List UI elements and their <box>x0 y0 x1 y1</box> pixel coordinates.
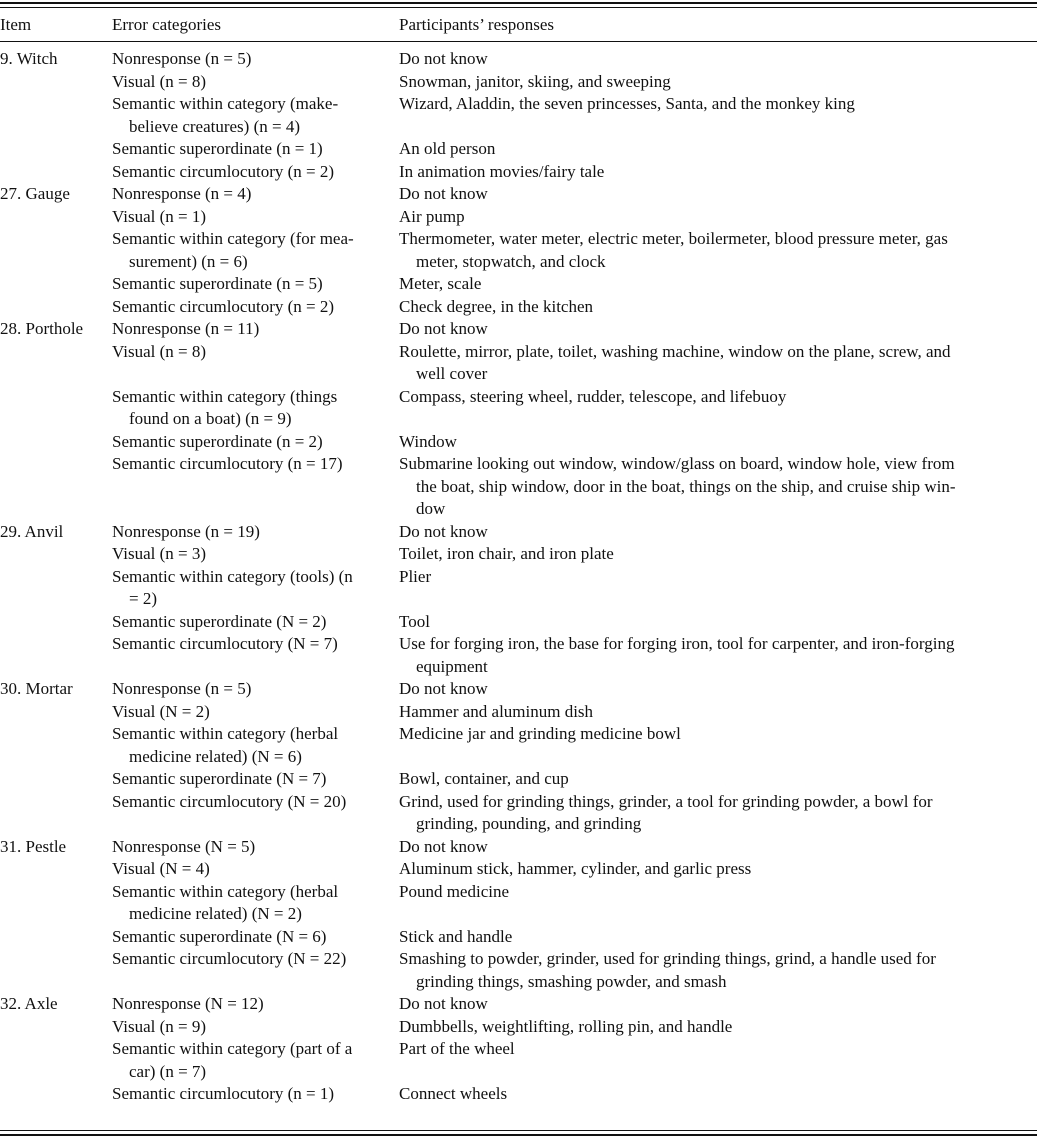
participant-response-line: Tool <box>399 611 430 631</box>
participant-response-line: In animation movies/fairy tale <box>399 161 605 181</box>
error-category <box>112 1016 384 1039</box>
error-category-line: Semantic superordinate (n = 5) <box>112 274 323 293</box>
error-category-line: Nonresponse (n = 19) <box>112 521 260 541</box>
item-label: 28. Porthole <box>0 319 84 338</box>
participant-response-line: Wizard, Aladdin, the seven princesses, Santa, and the monkey king <box>399 94 855 113</box>
participant-response-line: Do not know <box>399 994 488 1013</box>
participant-response-line: Dumbbells, weightlifting, rolling pin, and handle <box>399 1016 733 1036</box>
participant-response <box>399 453 1024 521</box>
error-category <box>112 948 384 971</box>
error-category-line: car) (n = 7) <box>129 1061 207 1081</box>
error-category <box>112 768 384 791</box>
error-category <box>112 318 384 341</box>
error-category-line: medicine related) (N = 6) <box>129 746 302 766</box>
participant-response <box>399 723 1024 746</box>
error-category <box>112 93 384 138</box>
participant-response <box>399 386 1024 409</box>
participant-response-line: equipment <box>416 656 488 676</box>
participant-response-line: Compass, steering wheel, rudder, telescope, and lifebuoy <box>399 386 787 406</box>
participant-response <box>399 296 1024 319</box>
error-category <box>112 858 384 881</box>
error-category <box>112 228 384 273</box>
participant-response-line: Do not know <box>399 836 488 856</box>
participant-response <box>399 273 1024 296</box>
error-category-line: Semantic superordinate (N = 6) <box>112 926 327 946</box>
error-category <box>112 183 384 206</box>
error-category-line: Nonresponse (n = 5) <box>112 49 252 68</box>
error-category <box>112 1083 384 1106</box>
error-category-line: Visual (n = 1) <box>112 206 207 226</box>
error-category-line: Semantic within category (make- <box>112 94 339 113</box>
participant-response <box>399 678 1024 701</box>
participant-response-line: Meter, scale <box>399 274 482 293</box>
error-category-line: Semantic within category (things <box>112 386 338 406</box>
error-category <box>112 543 384 566</box>
participant-response-line: grinding things, smashing powder, and smash <box>416 971 727 991</box>
participant-response <box>399 318 1024 341</box>
error-category <box>112 296 384 319</box>
participant-response-line: Snowman, janitor, skiing, and sweeping <box>399 71 671 91</box>
error-category <box>112 723 384 768</box>
participant-response-line: Smashing to powder, grinder, used for grinding things, grind, a handle used for <box>399 949 936 968</box>
item-label: 32. Axle <box>0 994 58 1013</box>
participant-response-line: Submarine looking out window, window/glass on board, window hole, view from <box>399 454 955 473</box>
participant-response-line: the boat, ship window, door in the boat, things on the ship, and cruise ship win- <box>416 476 956 496</box>
error-category-line: surement) (n = 6) <box>129 251 248 271</box>
error-category-line: Nonresponse (N = 12) <box>112 994 264 1013</box>
error-category <box>112 161 384 184</box>
participant-response <box>399 431 1024 454</box>
error-category-line: Semantic within category (for mea- <box>112 229 354 248</box>
participant-response-line: grinding, pounding, and grinding <box>416 814 642 833</box>
participant-response-line: Roulette, mirror, plate, toilet, washing machine, window on the plane, screw, and <box>399 341 951 361</box>
error-category <box>112 386 384 431</box>
participant-response-line: Do not know <box>399 184 488 203</box>
error-category-line: Semantic circumlocutory (n = 2) <box>112 161 335 181</box>
participant-response-line: Do not know <box>399 319 488 338</box>
error-category-line: found on a boat) (n = 9) <box>129 409 292 428</box>
error-category <box>112 791 384 814</box>
participant-response <box>399 791 1024 836</box>
participant-response-line: Aluminum stick, hammer, cylinder, and garlic press <box>399 859 752 878</box>
participant-response-line: Toilet, iron chair, and iron plate <box>399 544 614 563</box>
error-category <box>112 881 384 926</box>
participant-response-line: Do not know <box>399 49 488 68</box>
participant-response <box>399 701 1024 724</box>
participant-response-line: Plier <box>399 566 432 586</box>
participant-response-line: Check degree, in the kitchen <box>399 296 594 316</box>
participant-response-line: Hammer and aluminum dish <box>399 701 594 721</box>
header-participants-responses: Participants’ responses <box>399 15 555 34</box>
bottom-rule-thin <box>0 1130 1037 1131</box>
participant-response-line: Do not know <box>399 521 488 541</box>
error-category <box>112 611 384 634</box>
error-category-line: Semantic superordinate (N = 7) <box>112 769 327 788</box>
header-error-categories: Error categories <box>112 15 222 34</box>
participant-response <box>399 881 1024 904</box>
error-category-line: Semantic within category (part of a <box>112 1039 353 1058</box>
participant-response-line: Air pump <box>399 206 465 226</box>
error-category-line: Semantic within category (tools) (n <box>112 566 353 586</box>
participant-response-line: Stick and handle <box>399 926 513 946</box>
error-category-line: Visual (N = 4) <box>112 859 210 878</box>
participant-response <box>399 611 1024 634</box>
error-category <box>112 678 384 701</box>
item-label: 31. Pestle <box>0 836 67 856</box>
error-category-line: Visual (n = 8) <box>112 341 207 361</box>
error-category-line: Semantic circumlocutory (n = 17) <box>112 454 343 473</box>
error-category-line: Visual (n = 8) <box>112 71 207 91</box>
error-category-line: = 2) <box>129 589 157 608</box>
participant-response-line: Pound medicine <box>399 881 510 901</box>
error-category <box>112 206 384 229</box>
top-rule <box>0 2 1037 4</box>
participant-response-line: Thermometer, water meter, electric meter, boilermeter, blood pressure meter, gas <box>399 229 948 248</box>
error-category <box>112 993 384 1016</box>
error-category <box>112 566 384 611</box>
header-item: Item <box>0 15 32 34</box>
participant-response <box>399 228 1024 273</box>
error-category-line: medicine related) (N = 2) <box>129 904 302 923</box>
participant-response <box>399 521 1024 544</box>
participant-response <box>399 633 1024 678</box>
participant-response-line: meter, stopwatch, and clock <box>416 251 606 271</box>
participant-response-line: Grind, used for grinding things, grinder, a tool for grinding powder, a bowl for <box>399 791 933 811</box>
participant-response-line: Do not know <box>399 679 488 698</box>
error-category <box>112 521 384 544</box>
error-category-line: Semantic circumlocutory (N = 20) <box>112 791 347 811</box>
participant-response <box>399 1016 1024 1039</box>
participant-response-line: Part of the wheel <box>399 1039 515 1058</box>
participant-response-line: Medicine jar and grinding medicine bowl <box>399 724 681 743</box>
error-category <box>112 48 384 71</box>
participant-response <box>399 543 1024 566</box>
error-category-line: Semantic superordinate (n = 2) <box>112 431 323 451</box>
participant-response <box>399 836 1024 859</box>
participant-response <box>399 93 1024 116</box>
error-category-line: Nonresponse (n = 11) <box>112 319 260 338</box>
participant-response <box>399 161 1024 184</box>
bottom-rule <box>0 1134 1037 1136</box>
item-label: 30. Mortar <box>0 679 73 698</box>
participant-response <box>399 206 1024 229</box>
participant-response <box>399 858 1024 881</box>
error-category <box>112 71 384 94</box>
participant-response-line: dow <box>416 499 446 518</box>
participant-response <box>399 138 1024 161</box>
error-category <box>112 1038 384 1083</box>
error-category <box>112 453 384 476</box>
participant-response-line: well cover <box>416 364 488 383</box>
error-category <box>112 431 384 454</box>
error-category-line: Semantic circumlocutory (n = 2) <box>112 296 335 316</box>
item-label: 9. Witch <box>0 49 58 68</box>
participant-response <box>399 341 1024 386</box>
error-category <box>112 926 384 949</box>
participant-response <box>399 566 1024 589</box>
error-category-line: Semantic within category (herbal <box>112 881 339 901</box>
error-category <box>112 633 384 656</box>
error-category <box>112 701 384 724</box>
error-category-line: Visual (n = 9) <box>112 1016 207 1036</box>
error-category <box>112 273 384 296</box>
header-rule <box>0 41 1037 42</box>
error-category-line: Semantic superordinate (n = 1) <box>112 139 323 158</box>
error-category <box>112 341 384 364</box>
participant-response <box>399 71 1024 94</box>
participant-response <box>399 768 1024 791</box>
participant-response-line: Bowl, container, and cup <box>399 769 569 788</box>
participant-response <box>399 183 1024 206</box>
item-label: 27. Gauge <box>0 184 70 203</box>
participant-response-line: Connect wheels <box>399 1084 508 1103</box>
participant-response <box>399 948 1024 993</box>
participant-response <box>399 1038 1024 1061</box>
error-category-line: Visual (N = 2) <box>112 701 210 721</box>
participant-response-line: Use for forging iron, the base for forging iron, tool for carpenter, and iron-forging <box>399 634 955 653</box>
participant-response <box>399 1083 1024 1106</box>
error-category <box>112 836 384 859</box>
error-category-line: Visual (n = 3) <box>112 544 207 563</box>
error-category-line: Semantic circumlocutory (n = 1) <box>112 1084 335 1103</box>
participant-response <box>399 926 1024 949</box>
error-category-line: Nonresponse (N = 5) <box>112 836 256 856</box>
error-category-line: Semantic within category (herbal <box>112 724 339 743</box>
error-category-line: Nonresponse (n = 5) <box>112 679 252 698</box>
error-category-line: believe creatures) (n = 4) <box>129 116 300 136</box>
participant-response-line: An old person <box>399 139 496 158</box>
item-label: 29. Anvil <box>0 521 64 541</box>
participant-response-line: Window <box>399 431 457 451</box>
error-category <box>112 138 384 161</box>
error-category-line: Semantic circumlocutory (N = 22) <box>112 949 347 968</box>
error-category-line: Semantic circumlocutory (N = 7) <box>112 634 338 653</box>
participant-response <box>399 48 1024 71</box>
error-category-line: Semantic superordinate (N = 2) <box>112 611 327 631</box>
error-category-line: Nonresponse (n = 4) <box>112 184 252 203</box>
top-rule-thin <box>0 7 1037 8</box>
participant-response <box>399 993 1024 1016</box>
